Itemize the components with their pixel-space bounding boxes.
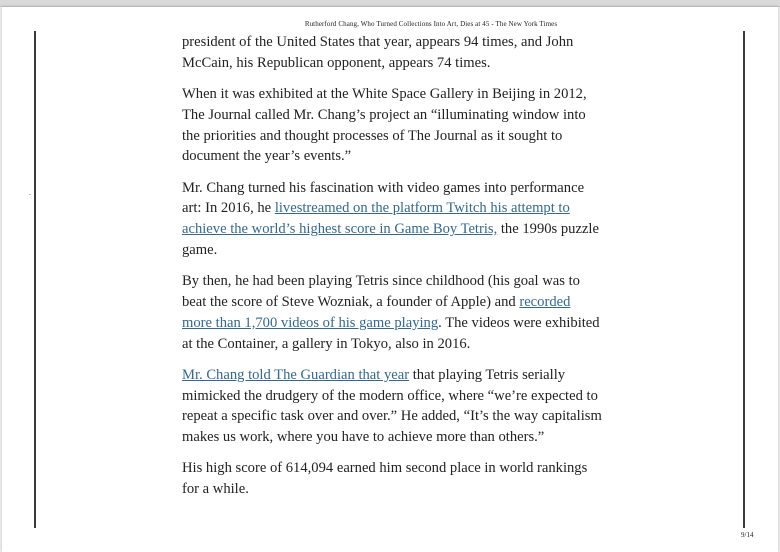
left-margin-rule <box>34 31 36 528</box>
document-page <box>2 7 778 552</box>
scan-speck <box>29 194 31 195</box>
paragraph-6: His high score of 614,094 earned him second place in world rankings for a while. <box>182 460 588 498</box>
article-body <box>182 32 602 510</box>
paragraph-4 <box>182 271 602 354</box>
paragraph-4-text-after: . The videos were exhibited at the Container, a gallery in Tokyo, also in 2016. <box>182 314 600 352</box>
paragraph-2: When it was exhibited at the White Space Gallery in Beijing in 2012, The Journal called Mr. Chang’s project an “illuminating window into the priorities and thought processes of The Journal as it sought to document the year’s events.” <box>182 85 587 165</box>
paragraph-5-text-after: that playing Tetris serially mimicked the drudgery of the modern office, where “we’re expected to repeat a specific task over and over.” He added, “It’s the way capitalism makes us work, where you have to achieve more than others.” <box>182 366 602 446</box>
page-number: 9/14 <box>741 531 754 539</box>
paragraph-3 <box>182 178 602 261</box>
page-header-title: Rutherford Chang, Who Turned Collections Into Art, Dies at 45 - The New York Times <box>304 20 558 28</box>
paragraph-3-text-after: the 1990s puzzle game. <box>182 221 599 258</box>
paragraph-5 <box>182 365 602 448</box>
viewer-top-bar <box>0 0 780 7</box>
right-margin-rule <box>743 31 745 528</box>
paragraph-4-text-before: By then, he had been playing Tetris since childhood (his goal was to beat the score of Steve Wozniak, a founder of Apple) and <box>182 273 580 310</box>
guardian-interview-link[interactable]: Mr. Chang told The Guardian that year <box>182 366 410 383</box>
twitch-livestream-link[interactable]: livestreamed on the platform Twitch his attempt to achieve the world’s highest score in Game Boy Tetris, <box>182 200 570 238</box>
paragraph-1: president of the United States that year, appears 94 times, and John McCain, his Republican opponent, appears 74 times. <box>182 34 574 71</box>
paragraph-3-text-before: Mr. Chang turned his fascination with video games into performance art: In 2016, he <box>182 179 585 217</box>
game-videos-link[interactable]: recorded more than 1,700 videos of his game playing <box>182 293 571 331</box>
